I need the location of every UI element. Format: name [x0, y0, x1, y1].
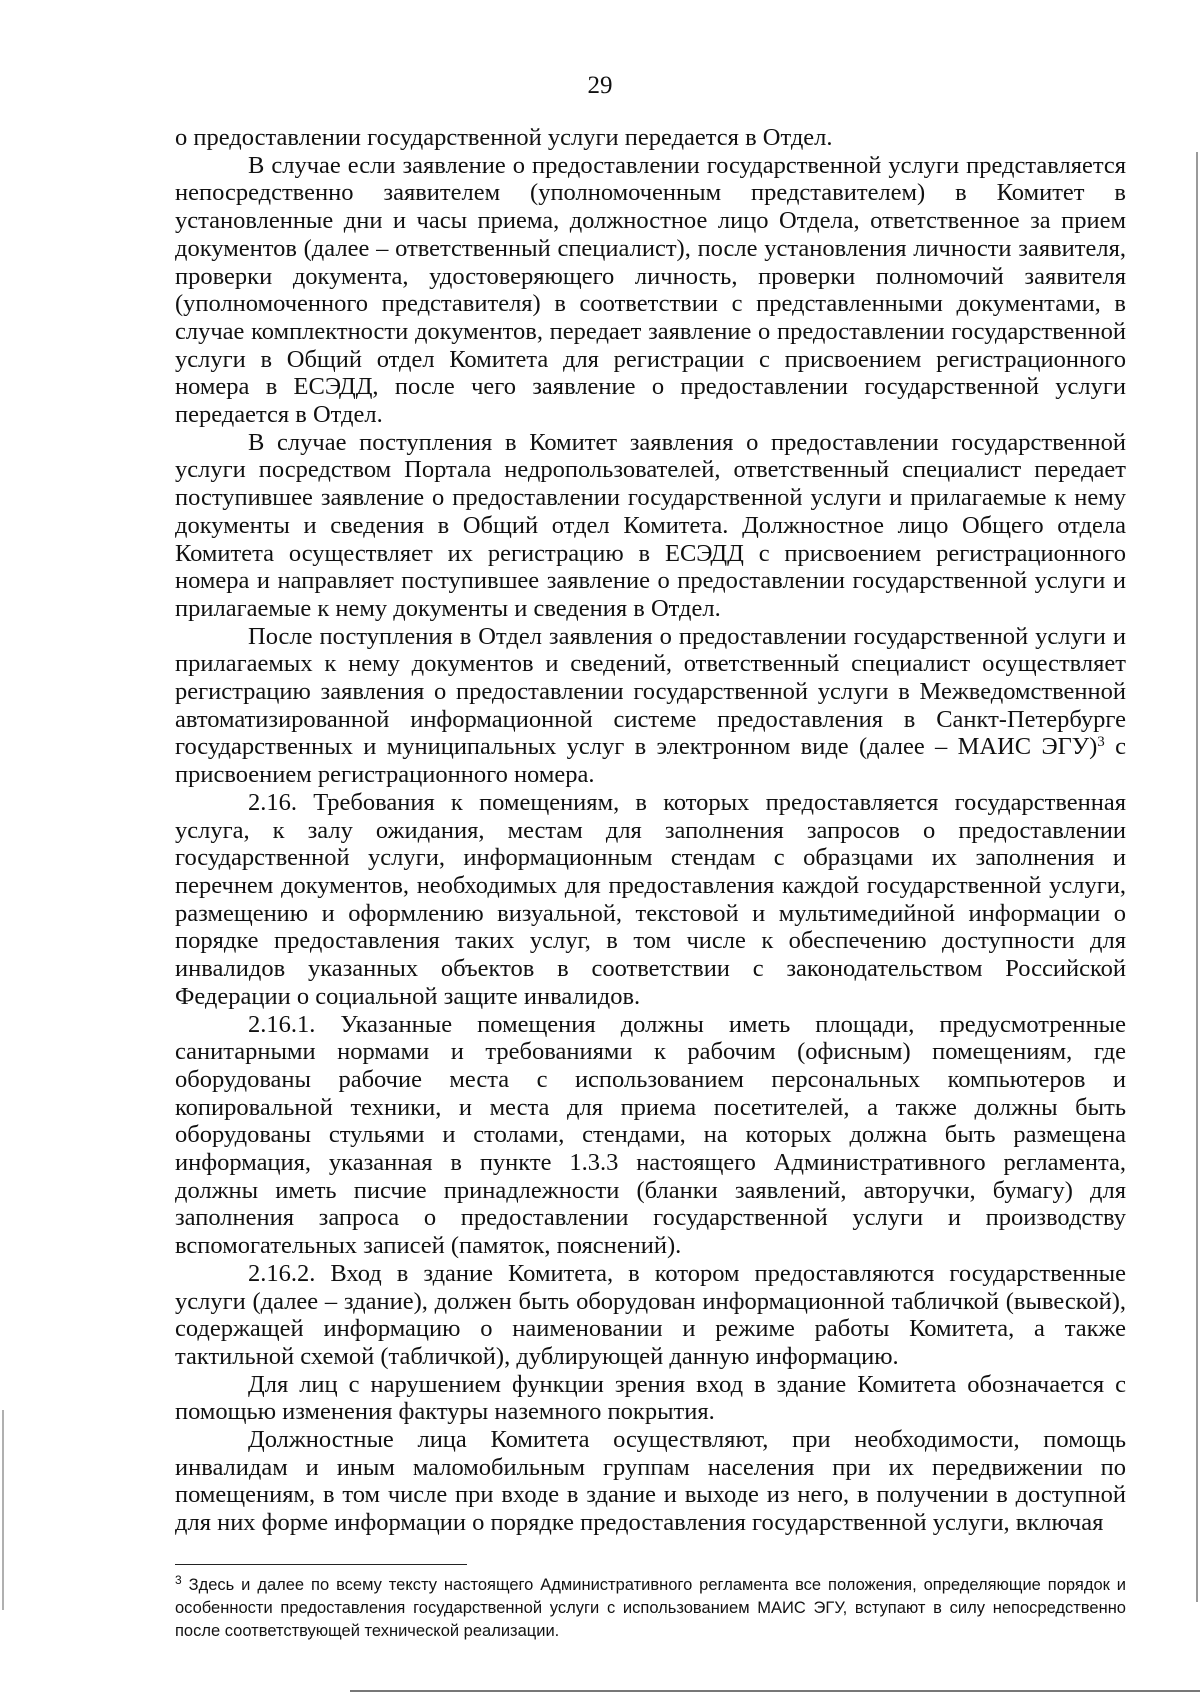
paragraph-5: 2.16. Требования к помещениям, в которых предоставляется государственная услуга, к залу ожидания, местам для заполнения запросов о предоставлении государственной услуги, информационным стендам с образцами их заполнения и перечнем документов, необходимых для предоставления каждой государственной услуги, размещению и оформлению визуальной, текстовой и мультимедийной информации о порядке предоставления таких услуг, в том числе к обеспечению доступности для инвалидов указанных объектов в соответствии с законодательством Российской Федерации о социальной защите инвалидов. — [175, 788, 1126, 1010]
paragraph-4-text: После поступления в Отдел заявления о предоставлении государственной услуги и прилагаемых к нему документов и сведений, ответственный специалист осуществляет регистрацию заявления о предоставлении государственной услуги в Межведомственной автоматизированной информационной системе предоставления в Санкт-Петербурге государственных и муниципальных услуг в электронном виде (далее – МАИС ЭГУ) — [175, 622, 1126, 761]
footnote-separator — [175, 1564, 467, 1565]
footnote-reference: 3 — [1097, 734, 1105, 751]
paragraph-4 — [175, 623, 1126, 789]
page-number: 29 — [587, 72, 613, 99]
paragraph-6: 2.16.1. Указанные помещения должны иметь площади, предусмотренные санитарными нормами и требованиями к рабочим (офисным) помещениям, где оборудованы рабочие места с использованием персональных компьютеров и копировальной техники, и места для приема посетителей, а также должны быть оборудованы стульями и столами, стендами, на которых должна быть размещена информация, указанная в пункте 1.3.3 настоящего Административного регламента, должны иметь писчие принадлежности (бланки заявлений, авторучки, бумагу) для заполнения запроса о предоставлении государственной услуги и производству вспомогательных записей (памяток, пояснений). — [175, 1010, 1126, 1260]
scan-edge-right — [1196, 152, 1198, 1602]
paragraph-8: Для лиц с нарушением функции зрения вход в здание Комитета обозначается с помощью изменения фактуры наземного покрытия. — [175, 1370, 1126, 1426]
footnote-text: Здесь и далее по всему тексту настоящего Административного регламента все положения, определяющие порядок и особенности предоставления государственной услуги с использованием МАИС ЭГУ, вступают в силу непосредственно после соответствующей технической реализации. — [175, 1576, 1126, 1640]
footnote — [175, 1574, 1126, 1643]
scan-edge-bottom — [350, 1690, 1200, 1692]
footnote-mark: 3 — [175, 1573, 182, 1587]
paragraph-4-tail: с присвоением регистрационного номера. — [175, 733, 1127, 789]
document-body — [175, 124, 1126, 1537]
paragraph-9: Должностные лица Комитета осуществляют, при необходимости, помощь инвалидам и иным маломобильным группам населения при их передвижении по помещениям, в том числе при входе в здание и выходе из него, в получении в доступной для них форме информации о порядке предоставления государственной услуги, включая — [175, 1426, 1126, 1537]
paragraph-3: В случае поступления в Комитет заявления о предоставлении государственной услуги посредством Портала недропользователей, ответственный специалист передает поступившее заявление о предоставлении государственной услуги и прилагаемые к нему документы и сведения в Общий отдел Комитета. Должностное лицо Общего отдела Комитета осуществляет их регистрацию в ЕСЭДД с присвоением регистрационного номера и направляет поступившее заявление о предоставлении государственной услуги и прилагаемые к нему документы и сведения в Отдел. — [175, 428, 1126, 622]
paragraph-2: В случае если заявление о предоставлении государственной услуги представляется непосредственно заявителем (уполномоченным представителем) в Комитет в установленные дни и часы приема, должностное лицо Отдела, ответственное за прием документов (далее – ответственный специалист), после установления личности заявителя, проверки документа, удостоверяющего личность, проверки полномочий заявителя (уполномоченного представителя) в соответствии с представленными документами, в случае комплектности документов, передает заявление о предоставлении государственной услуги в Общий отдел Комитета для регистрации с присвоением регистрационного номера в ЕСЭДД, после чего заявление о предоставлении государственной услуги передается в Отдел. — [175, 151, 1126, 429]
scan-edge-left — [2, 1410, 4, 1610]
paragraph-7: 2.16.2. Вход в здание Комитета, в котором предоставляются государственные услуги (далее – здание), должен быть оборудован информационной табличкой (вывеской), содержащей информацию о наименовании и режиме работы Комитета, а также тактильной схемой (табличкой), дублирующей данную информацию. — [175, 1259, 1126, 1370]
paragraph-1: о предоставлении государственной услуги передается в Отдел. — [175, 124, 833, 151]
